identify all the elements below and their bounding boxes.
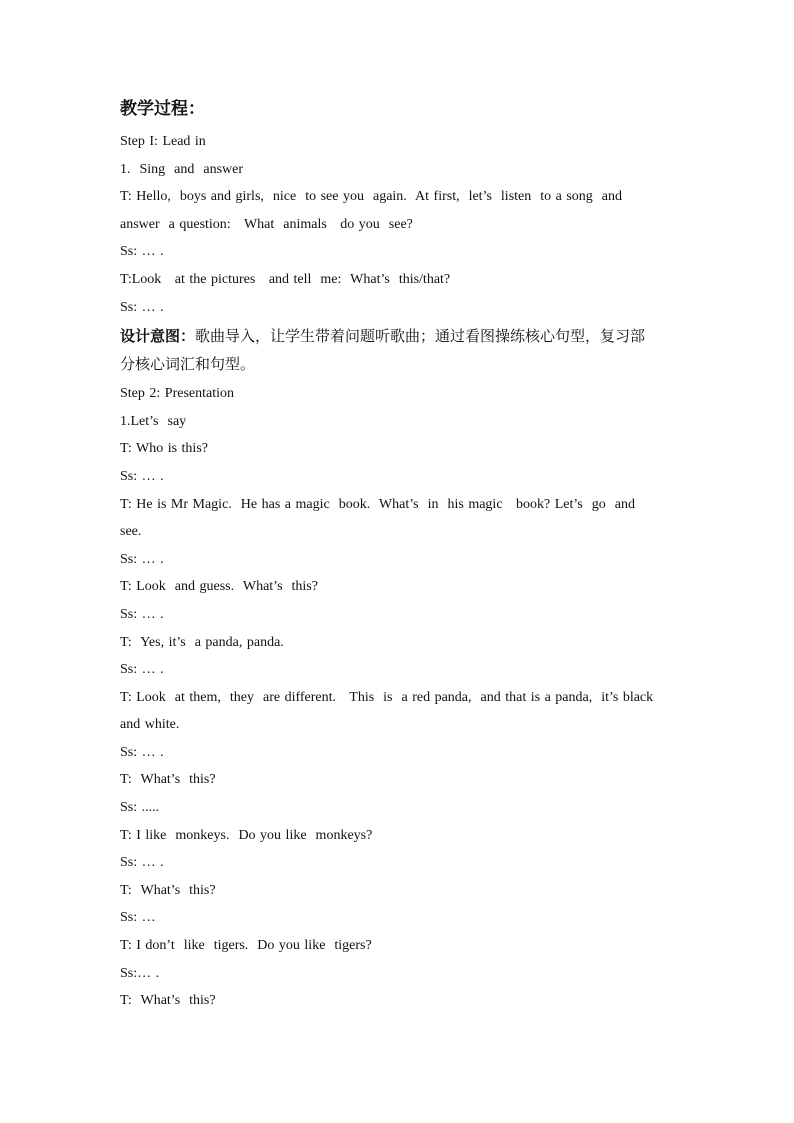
dialogue-line: T: Hello, boys and girls, nice to see you again. At first, let’s listen to a song and [120,189,623,205]
dialogue-line: T:Look at the pictures and tell me: What’s this/that? [120,271,451,287]
dialogue-line: and white. [120,717,180,733]
step-2-block [120,380,680,1015]
dialogue-line: Ss: ..... [120,800,160,816]
dialogue-line: see. [120,524,142,540]
dialogue-line: T: Look at them, they are different. This is a red panda, and that is a panda, it’s black [120,689,654,705]
activity-title: 1. Sing and answer [120,161,244,177]
dialogue-line: T: Who is this? [120,441,208,457]
dialogue-line: Ss: … . [120,744,164,760]
step-1-block [120,128,680,321]
design-intent-label: 设计意图： [120,327,196,346]
dialogue-line: Ss: … . [120,468,164,484]
lesson-document [120,96,680,1015]
dialogue-line: Ss: … . [120,662,164,678]
design-intent-text-continued: 分核心词汇和句型。 [120,355,256,374]
dialogue-line: Ss: … . [120,244,164,260]
dialogue-line: Ss: … . [120,855,164,871]
dialogue-line: T: What’s this? [120,993,216,1009]
dialogue-line: answer a question: What animals do you see? [120,216,413,232]
dialogue-line: Ss: … . [120,551,164,567]
design-intent [120,322,680,378]
dialogue-line: T: Yes, it’s a panda, panda. [120,634,284,650]
step-1-title: Step I: Lead in [120,134,206,149]
dialogue-line: T: He is Mr Magic. He has a magic book. What’s in his magic book? Let’s go and [120,496,635,512]
dialogue-line: T: What’s this? [120,772,216,788]
design-intent-text: 歌曲导入，让学生带着问题听歌曲；通过看图操练核心句型，复习部 [195,327,646,346]
dialogue-line: Ss: … . [120,299,164,315]
dialogue-line: Ss: … . [120,606,164,622]
dialogue-line: Ss: … [120,910,156,926]
dialogue-line: T: I like monkeys. Do you like monkeys? [120,827,373,843]
dialogue-line: T: What’s this? [120,882,216,898]
dialogue-line: T: I don’t like tigers. Do you like tigers? [120,938,372,954]
dialogue-line: Ss:… . [120,965,160,981]
activity-title: 1.Let’s say [120,413,187,429]
section-heading: 教学过程： [120,99,205,119]
step-2-title: Step 2: Presentation [120,386,234,402]
dialogue-line: T: Look and guess. What’s this? [120,579,318,595]
